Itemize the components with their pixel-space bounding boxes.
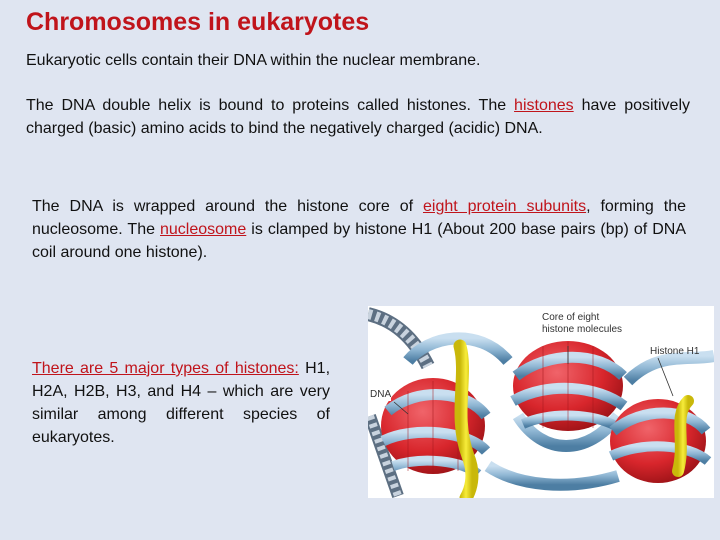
dna-label: DNA bbox=[370, 389, 392, 400]
slide-title: Chromosomes in eukaryotes bbox=[26, 8, 370, 36]
text-segment: have positively charged (basic) amino acids to bind the negatively charged (acidic) DNA. bbox=[26, 97, 690, 137]
histone-h1-label: Histone H1 bbox=[650, 346, 700, 357]
text-segment: , forming the nucleosome. The bbox=[32, 198, 686, 238]
core-histone-label bbox=[542, 312, 622, 336]
paragraph-nuclear-membrane: Eukaryotic cells contain their DNA within the nuclear membrane. bbox=[26, 52, 481, 69]
nucleosome-illustration bbox=[368, 306, 714, 498]
eight-protein-subunits-term: eight protein subunits bbox=[422, 198, 587, 215]
nucleosome-term: nucleosome bbox=[160, 221, 247, 238]
text-segment: The DNA double helix is bound to proteins called histones. The bbox=[26, 97, 515, 114]
text-segment: is clamped by histone H1 (About 200 base pairs (bp) of DNA coil around one histone). bbox=[32, 221, 687, 261]
paragraph-histones bbox=[26, 94, 690, 140]
nucleosome-diagram bbox=[368, 306, 714, 498]
histone-types-heading: There are 5 major types of histones: bbox=[32, 360, 299, 377]
histones-term: histones bbox=[514, 97, 574, 114]
paragraph-histone-types bbox=[32, 357, 330, 449]
core-histone-label-line2: histone molecules bbox=[542, 324, 623, 335]
text-segment: The DNA is wrapped around the histone core of bbox=[32, 198, 423, 215]
nucleosome-right bbox=[610, 399, 708, 483]
core-histone-label-line1: Core of eight bbox=[542, 312, 600, 323]
nucleosome-middle bbox=[513, 341, 624, 431]
paragraph-nucleosome bbox=[32, 195, 686, 264]
text-segment: H1, H2A, H2B, H3, and H4 – which are very similar among different species of eukaryotes. bbox=[32, 360, 331, 446]
